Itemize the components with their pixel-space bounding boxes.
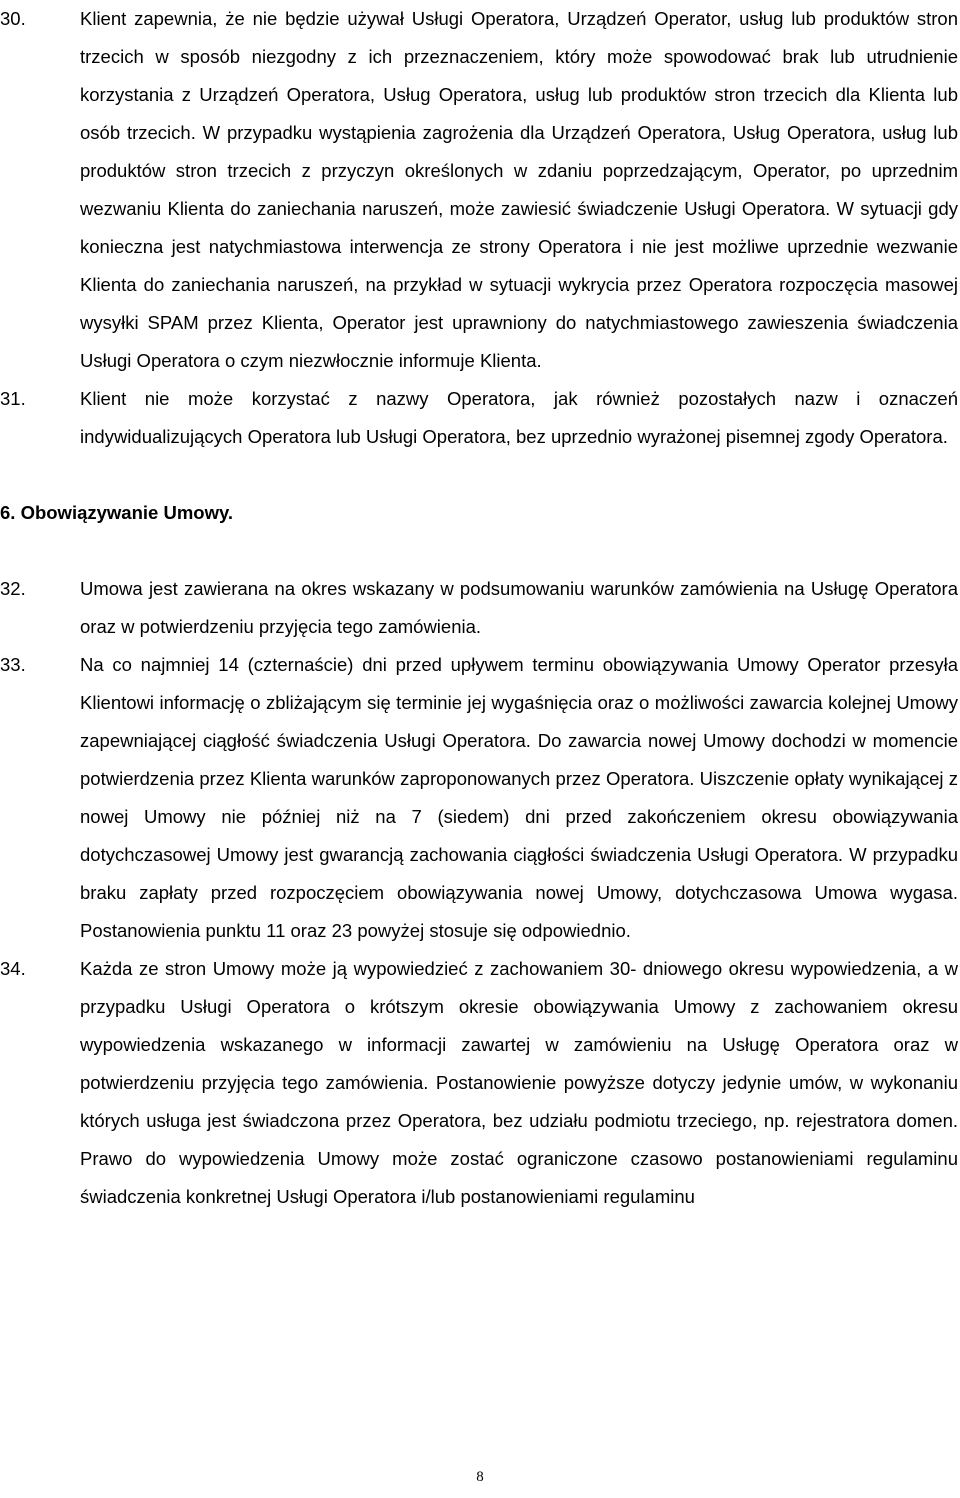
paragraph-text: Na co najmniej 14 (czternaście) dni przed upływem terminu obowiązywania Umowy Operator przesyła Klientowi informację o zbliżającym się terminie jej wygaśnięcia oraz o możliwości zawarcia kolejnej Umowy zapewniającej ciągłość świadczenia Usługi Operatora. Do zawarcia nowej Umowy dochodzi w momencie potwierdzenia przez Klienta warunków zaproponowanych przez Operatora. Uiszczenie opłaty wynikającej z nowej Umowy nie później niż na 7 (siedem) dni przed zakończeniem okresu obowiązywania dotychczasowej Umowy jest gwarancją zachowania ciągłości świadczenia Usługi Operatora. W przypadku braku zapłaty przed rozpoczęciem obowiązywania nowej Umowy, dotychczasowa Umowa wygasa. Postanowienia punktu 11 oraz 23 powyżej stosuje się odpowiednio. [80,654,958,941]
paragraph-32 [0,570,958,646]
paragraph-number: 33. [0,654,26,675]
paragraph-30 [0,0,958,380]
paragraph-34 [0,950,958,1216]
paragraph-text: Umowa jest zawierana na okres wskazany w podsumowaniu warunków zamówienia na Usługę Operatora oraz w potwierdzeniu przyjęcia tego zamówienia. [80,578,958,637]
paragraph-number: 31. [0,388,26,409]
paragraph-text: Każda ze stron Umowy może ją wypowiedzieć z zachowaniem 30- dniowego okresu wypowiedzenia, a w przypadku Usługi Operatora o krótszym okresie obowiązywania Umowy z zachowaniem okresu wypowiedzenia wskazanego w informacji zawartej w zamówieniu na Usługę Operatora oraz w potwierdzeniu przyjęcia tego zamówienia. Postanowienie powyższe dotyczy jedynie umów, w wykonaniu których usługa jest świadczona przez Operatora, bez udziału podmiotu trzeciego, np. rejestratora domen. Prawo do wypowiedzenia Umowy może zostać ograniczone czasowo postanowieniami regulaminu świadczenia konkretnej Usługi Operatora i/lub postanowieniami regulaminu [80,958,958,1207]
paragraph-text: Klient zapewnia, że nie będzie używał Usługi Operatora, Urządzeń Operator, usług lub produktów stron trzecich w sposób niezgodny z ich przeznaczeniem, który może spowodować brak lub utrudnienie korzystania z Urządzeń Operatora, Usług Operatora, usług lub produktów stron trzecich dla Klienta lub osób trzecich. W przypadku wystąpienia zagrożenia dla Urządzeń Operatora, Usług Operatora, usług lub produktów stron trzecich z przyczyn określonych w zdaniu poprzedzającym, Operator, po uprzednim wezwaniu Klienta do zaniechania naruszeń, może zawiesić świadczenie Usługi Operatora. W sytuacji gdy konieczna jest natychmiastowa interwencja ze strony Operatora i nie jest możliwe uprzednie wezwanie Klienta do zaniechania naruszeń, na przykład w sytuacji wykrycia przez Operatora rozpoczęcia masowej wysyłki SPAM przez Klienta, Operator jest uprawniony do natychmiastowego zawieszenia świadczenia Usługi Operatora o czym niezwłocznie informuje Klienta. [80,8,958,371]
paragraph-number: 32. [0,578,26,599]
section-heading: 6. Obowiązywanie Umowy. [0,502,234,523]
paragraph-number: 34. [0,958,26,979]
paragraph-31 [0,380,958,456]
paragraph-number: 30. [0,8,26,29]
page-number: 8 [476,1469,484,1485]
paragraph-33 [0,646,958,950]
paragraph-text: Klient nie może korzystać z nazwy Operatora, jak również pozostałych nazw i oznaczeń indywidualizujących Operatora lub Usługi Operatora, bez uprzednio wyrażonej pisemnej zgody Operatora. [80,388,958,447]
